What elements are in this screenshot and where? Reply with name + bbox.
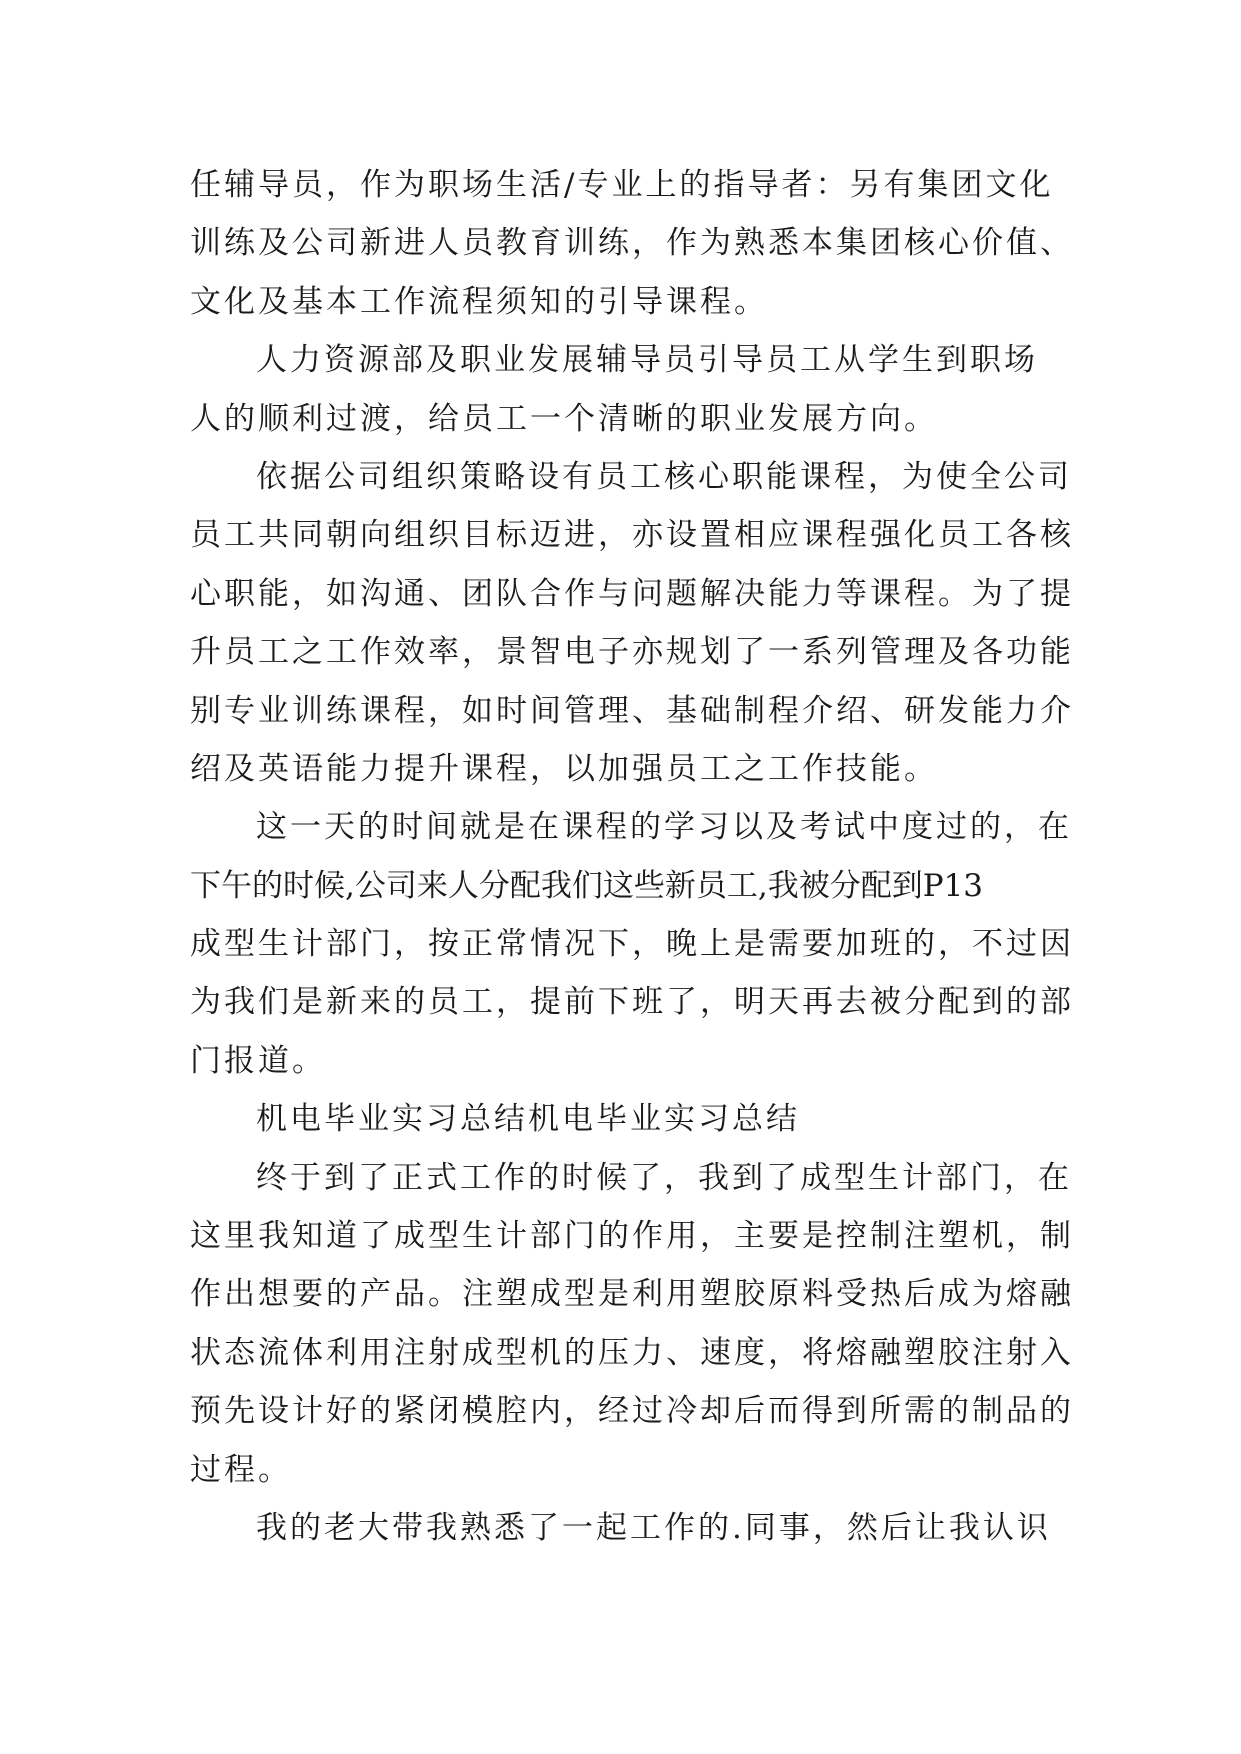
text-line: 训练及公司新进人员教育训练，作为熟悉本集团核心价值、 bbox=[190, 225, 1074, 262]
text-line: 绍及英语能力提升课程，以加强员工之工作技能。 bbox=[190, 750, 938, 787]
text-line: 任辅导员，作为职场生活/专业上的指导者：另有集团文化 bbox=[190, 167, 1054, 203]
document-body bbox=[190, 156, 1074, 1557]
text-line: 为我们是新来的员工，提前下班了，明天再去被分配到的部 bbox=[190, 984, 1074, 1021]
text-line: 下午的时候,公司来人分配我们这些新员工,我被分配到P13 bbox=[190, 867, 984, 904]
paragraph-start: 终于到了正式工作的时候了，我到了成型生计部门，在 bbox=[256, 1159, 1072, 1196]
text-line: 状态流体利用注射成型机的压力、速度，将熔融塑胶注射入 bbox=[190, 1334, 1074, 1371]
text-line: 预先设计好的紧闭模腔内，经过冷却后而得到所需的制品的 bbox=[190, 1393, 1074, 1430]
section-heading: 机电毕业实习总结机电毕业实习总结 bbox=[256, 1101, 800, 1138]
text-line: 升员工之工作效率，景智电子亦规划了一系列管理及各功能 bbox=[190, 634, 1074, 671]
text-line: 作出想要的产品。注塑成型是利用塑胶原料受热后成为熔融 bbox=[190, 1276, 1074, 1313]
text-line: 员工共同朝向组织目标迈进，亦设置相应课程强化员工各核 bbox=[190, 517, 1074, 554]
text-line: 文化及基本工作流程须知的引导课程。 bbox=[190, 283, 768, 320]
paragraph-start: 人力资源部及职业发展辅导员引导员工从学生到职场 bbox=[256, 342, 1038, 379]
text-line: 成型生计部门，按正常情况下，晚上是需要加班的，不过因 bbox=[190, 926, 1074, 963]
text-line: 门报道。 bbox=[190, 1042, 326, 1079]
text-line: 心职能，如沟通、团队合作与问题解决能力等课程。为了提 bbox=[190, 575, 1074, 612]
text-line: 过程。 bbox=[190, 1451, 292, 1488]
paragraph-start: 依据公司组织策略设有员工核心职能课程，为使全公司 bbox=[256, 458, 1072, 495]
paragraph-start: 我的老大带我熟悉了一起工作的.同事，然后让我认识 bbox=[256, 1509, 1051, 1546]
paragraph-start: 这一天的时间就是在课程的学习以及考试中度过的，在 bbox=[256, 809, 1072, 846]
text-line: 人的顺利过渡，给员工一个清晰的职业发展方向。 bbox=[190, 400, 938, 437]
text-line: 别专业训练课程，如时间管理、基础制程介绍、研发能力介 bbox=[190, 692, 1074, 729]
text-line: 这里我知道了成型生计部门的作用，主要是控制注塑机，制 bbox=[190, 1218, 1074, 1255]
